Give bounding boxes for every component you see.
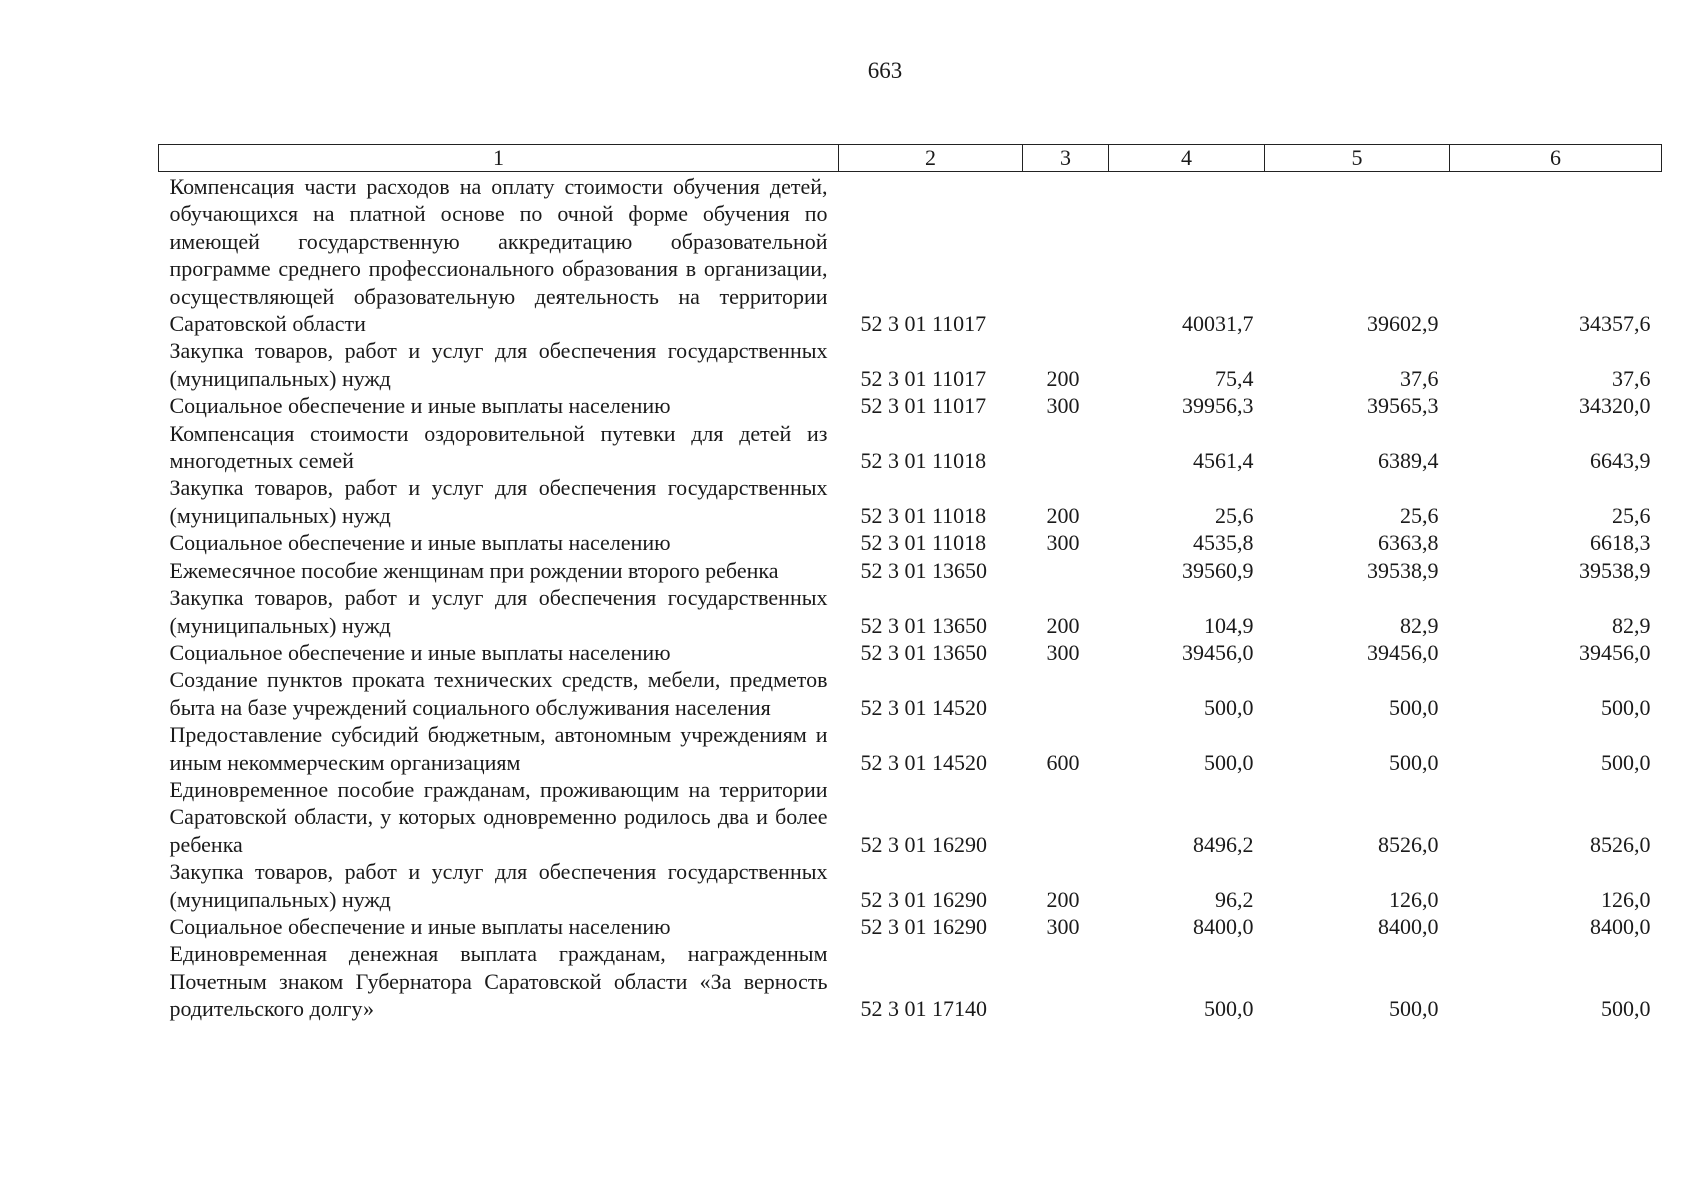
row-type-cell: 200	[1046, 502, 1080, 528]
row-value-col4-cell: 96,2	[1215, 886, 1254, 912]
row-value-col6-cell: 25,6	[1612, 502, 1651, 528]
table-row	[159, 776, 1662, 858]
table-row	[159, 639, 1662, 666]
row-code-cell: 52 3 01 14520	[860, 694, 987, 720]
row-value-col4-cell: 39956,3	[1182, 393, 1254, 419]
row-value-col5-cell: 39565,3	[1367, 393, 1439, 419]
row-value-col5-cell: 8400,0	[1378, 913, 1439, 939]
table-header-row	[159, 145, 1662, 172]
row-value-col4-cell: 40031,7	[1182, 311, 1254, 337]
row-value-col4-cell: 8400,0	[1193, 913, 1254, 939]
row-code-cell: 52 3 01 11018	[860, 502, 987, 528]
row-value-col6-cell: 37,6	[1612, 365, 1651, 391]
row-code-cell: 52 3 01 11017	[860, 393, 987, 419]
column-header-1: 1	[159, 145, 839, 172]
row-value-col4-cell: 39560,9	[1182, 557, 1254, 583]
table-body	[159, 172, 1662, 1023]
row-name-cell: Ежемесячное пособие женщинам при рождении второго ребенка	[169, 557, 779, 583]
row-name-cell: Закупка товаров, работ и услуг для обеспечения государственных (муниципальных) нужд	[169, 585, 828, 638]
column-header-3: 3	[1023, 145, 1109, 172]
row-value-col6-cell: 500,0	[1601, 694, 1651, 720]
row-value-col4-cell: 500,0	[1204, 749, 1254, 775]
row-value-col5-cell: 82,9	[1400, 612, 1439, 638]
row-type-cell: 200	[1046, 365, 1080, 391]
row-name-cell: Единовременная денежная выплата гражданам, награжденным Почетным знаком Губернатора Саратовской области «За верность родительского долгу»	[169, 941, 828, 1022]
row-code-cell: 52 3 01 13650	[860, 612, 987, 638]
row-type-cell: 300	[1046, 639, 1080, 665]
row-value-col4-cell: 4561,4	[1193, 448, 1254, 474]
row-value-col5-cell: 39538,9	[1367, 557, 1439, 583]
table-row	[159, 337, 1662, 392]
row-value-col6-cell: 34357,6	[1579, 311, 1651, 337]
row-code-cell: 52 3 01 14520	[860, 749, 987, 775]
budget-table	[158, 144, 1662, 1023]
row-code-cell: 52 3 01 13650	[860, 639, 987, 665]
row-name-cell: Закупка товаров, работ и услуг для обеспечения государственных (муниципальных) нужд	[169, 338, 828, 391]
row-name-cell: Единовременное пособие гражданам, проживающим на территории Саратовской области, у которых одновременно родилось два и более ребенка	[169, 776, 828, 857]
row-value-col5-cell: 126,0	[1389, 886, 1439, 912]
row-value-col5-cell: 39456,0	[1367, 639, 1439, 665]
table-row	[159, 172, 1662, 338]
row-value-col6-cell: 6618,3	[1590, 530, 1651, 556]
table-row	[159, 858, 1662, 913]
row-value-col5-cell: 25,6	[1400, 502, 1439, 528]
row-value-col4-cell: 39456,0	[1182, 639, 1254, 665]
row-type-cell: 600	[1046, 749, 1080, 775]
page-number: 663	[867, 58, 903, 83]
table-row	[159, 940, 1662, 1022]
table-row	[159, 584, 1662, 639]
column-header-2: 2	[839, 145, 1023, 172]
column-header-5: 5	[1265, 145, 1450, 172]
row-type-cell: 300	[1046, 530, 1080, 556]
row-code-cell: 52 3 01 16290	[860, 831, 987, 857]
row-type-cell	[1023, 776, 1109, 858]
row-value-col5-cell: 39602,9	[1367, 311, 1439, 337]
row-name-cell: Социальное обеспечение и иные выплаты населению	[169, 393, 671, 419]
row-value-col6-cell: 500,0	[1601, 749, 1651, 775]
column-header-4: 4	[1109, 145, 1265, 172]
row-value-col5-cell: 6363,8	[1378, 530, 1439, 556]
row-value-col6-cell: 39538,9	[1579, 557, 1651, 583]
row-value-col6-cell: 8400,0	[1590, 913, 1651, 939]
row-value-col4-cell: 4535,8	[1193, 530, 1254, 556]
row-type-cell: 300	[1046, 393, 1080, 419]
table-row	[159, 420, 1662, 475]
row-name-cell: Социальное обеспечение и иные выплаты населению	[169, 913, 671, 939]
row-type-cell	[1023, 557, 1109, 584]
row-code-cell: 52 3 01 17140	[860, 996, 987, 1022]
row-value-col4-cell: 75,4	[1215, 365, 1254, 391]
row-value-col6-cell: 126,0	[1601, 886, 1651, 912]
table-row	[159, 392, 1662, 419]
column-header-6: 6	[1450, 145, 1662, 172]
table-row	[159, 666, 1662, 721]
row-value-col6-cell: 8526,0	[1590, 831, 1651, 857]
row-value-col5-cell: 37,6	[1400, 365, 1439, 391]
row-type-cell	[1023, 172, 1109, 338]
row-code-cell: 52 3 01 13650	[860, 557, 987, 583]
table-row	[159, 913, 1662, 940]
row-value-col5-cell: 6389,4	[1378, 448, 1439, 474]
row-code-cell: 52 3 01 11018	[860, 448, 987, 474]
row-value-col5-cell: 500,0	[1389, 694, 1439, 720]
row-value-col4-cell: 8496,2	[1193, 831, 1254, 857]
row-name-cell: Компенсация части расходов на оплату стоимости обучения детей, обучающихся на платной основе по очной форме обучения по имеющей государственную аккредитацию образовательной программе среднего профессионального образования в организации, осуществляющей образовательную деятельность на территории Саратовской области	[169, 174, 828, 337]
row-type-cell	[1023, 666, 1109, 721]
row-name-cell: Предоставление субсидий бюджетным, автономным учреждениям и иным некоммерческим организациям	[169, 722, 828, 775]
row-value-col4-cell: 104,9	[1204, 612, 1254, 638]
row-value-col4-cell: 25,6	[1215, 502, 1254, 528]
row-code-cell: 52 3 01 11017	[860, 365, 987, 391]
row-name-cell: Социальное обеспечение и иные выплаты населению	[169, 639, 671, 665]
table-row	[159, 474, 1662, 529]
table-row	[159, 721, 1662, 776]
table-row	[159, 529, 1662, 556]
row-type-cell	[1023, 420, 1109, 475]
row-value-col5-cell: 500,0	[1389, 749, 1439, 775]
row-value-col5-cell: 8526,0	[1378, 831, 1439, 857]
row-value-col5-cell: 500,0	[1389, 996, 1439, 1022]
row-value-col6-cell: 82,9	[1612, 612, 1651, 638]
row-name-cell: Социальное обеспечение и иные выплаты населению	[169, 530, 671, 556]
row-type-cell: 300	[1046, 913, 1080, 939]
row-code-cell: 52 3 01 16290	[860, 886, 987, 912]
row-value-col6-cell: 6643,9	[1590, 448, 1651, 474]
row-value-col4-cell: 500,0	[1204, 694, 1254, 720]
table-row	[159, 557, 1662, 584]
row-value-col6-cell: 39456,0	[1579, 639, 1651, 665]
row-value-col6-cell: 34320,0	[1579, 393, 1651, 419]
row-name-cell: Компенсация стоимости оздоровительной путевки для детей из многодетных семей	[169, 420, 828, 474]
row-type-cell: 200	[1046, 886, 1080, 912]
row-code-cell: 52 3 01 16290	[860, 913, 987, 939]
row-code-cell: 52 3 01 11018	[860, 530, 987, 556]
row-code-cell: 52 3 01 11017	[860, 311, 987, 337]
row-value-col6-cell: 500,0	[1601, 996, 1651, 1022]
row-type-cell: 200	[1046, 612, 1080, 638]
row-type-cell	[1023, 940, 1109, 1022]
row-name-cell: Закупка товаров, работ и услуг для обеспечения государственных (муниципальных) нужд	[169, 475, 828, 528]
row-value-col4-cell: 500,0	[1204, 996, 1254, 1022]
row-name-cell: Закупка товаров, работ и услуг для обеспечения государственных (муниципальных) нужд	[169, 859, 828, 912]
row-name-cell: Создание пунктов проката технических средств, мебели, предметов быта на базе учреждений социального обслуживания населения	[169, 667, 828, 720]
